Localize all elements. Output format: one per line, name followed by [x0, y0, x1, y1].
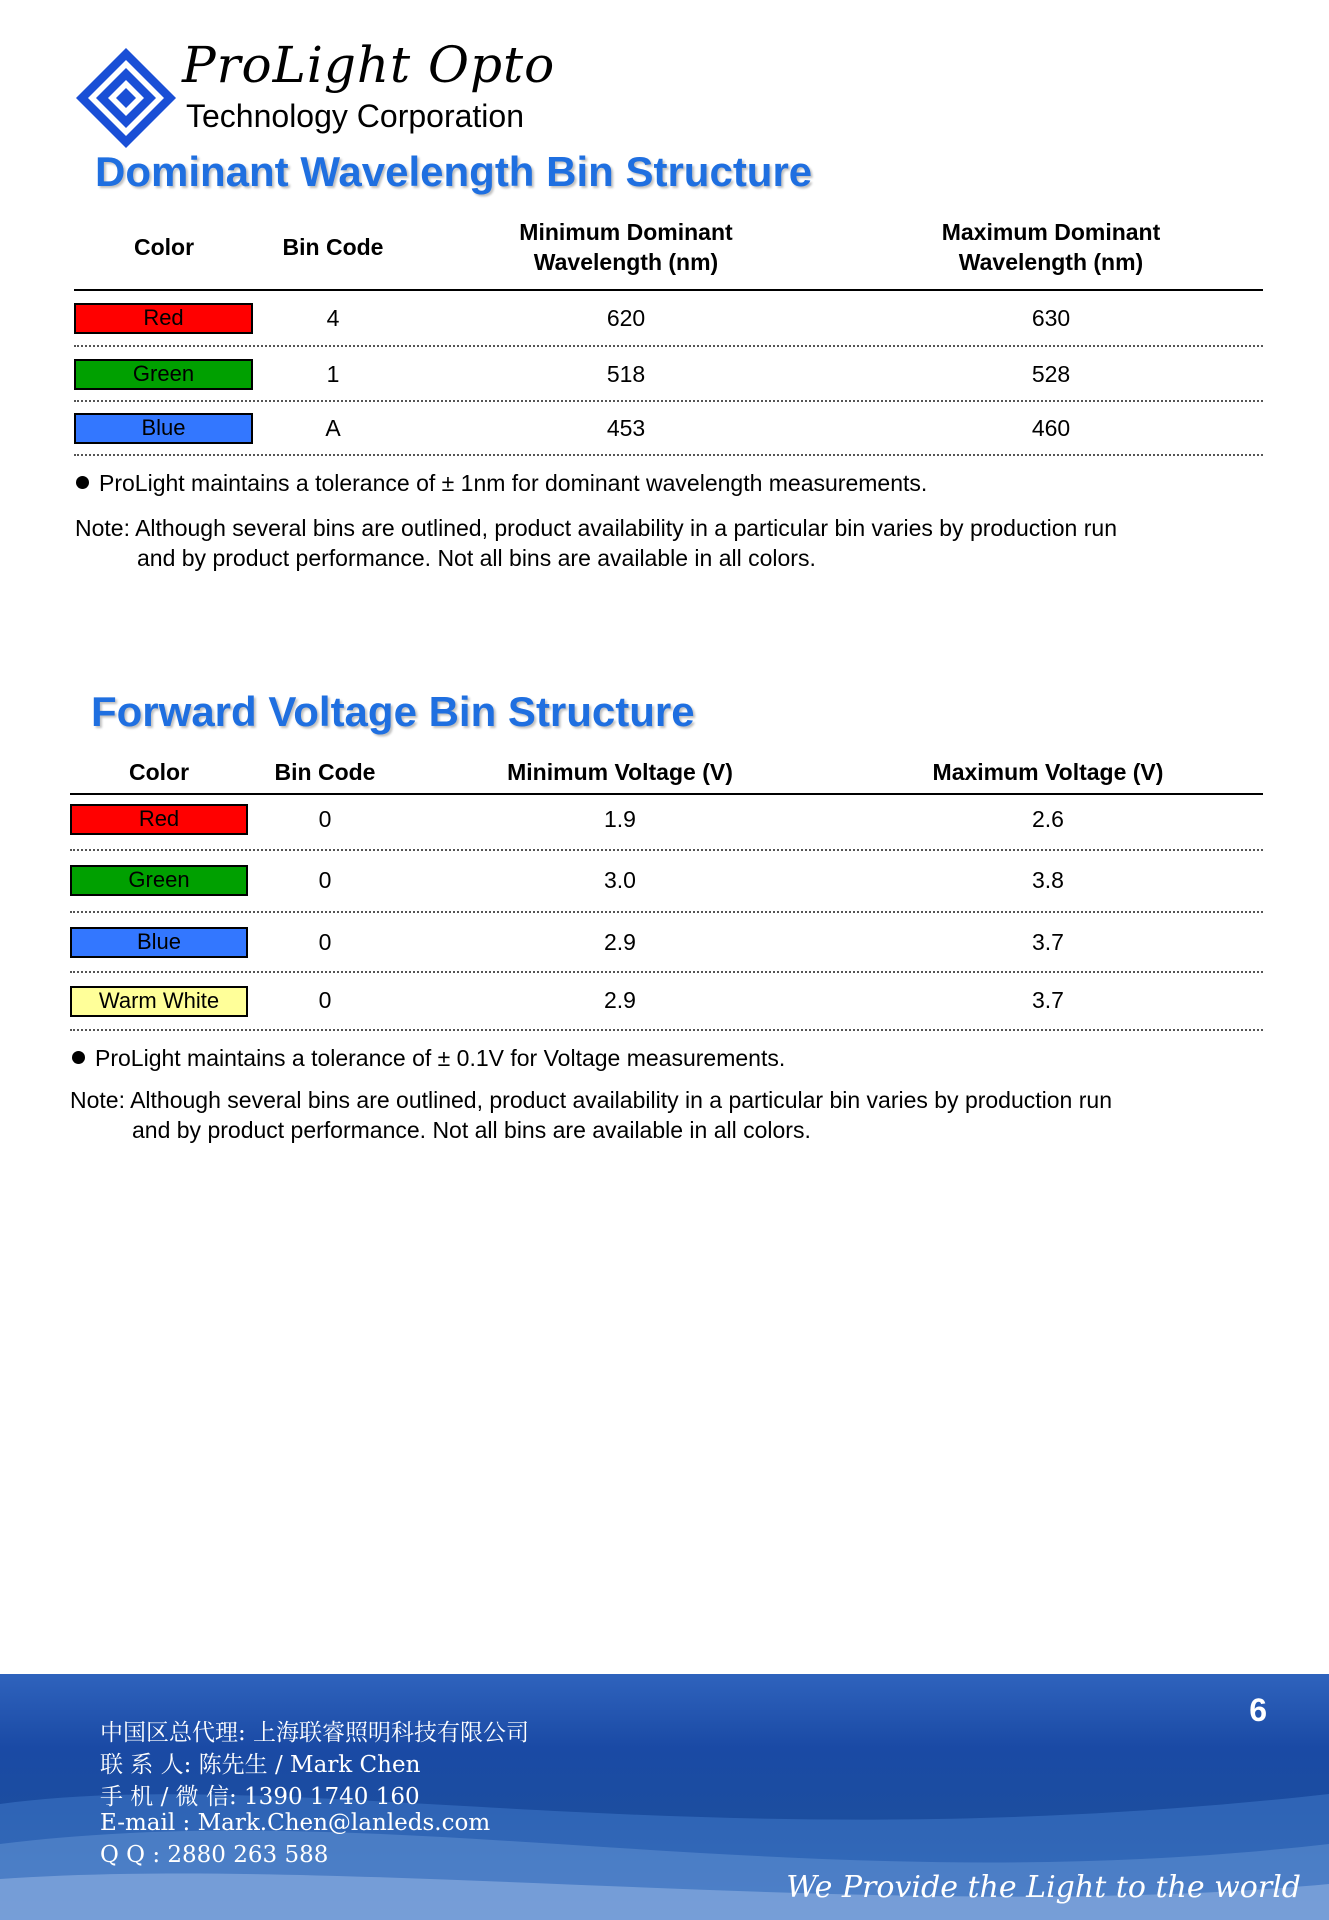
voltage-section-title: Forward Voltage Bin Structure [91, 688, 695, 735]
wavelength-header-max-line2: Wavelength (nm) [958, 249, 1144, 275]
table-row-max: 630 [1031, 305, 1071, 331]
row-divider [70, 849, 1263, 851]
table-row-color-swatch: Green [74, 359, 253, 390]
logo-company-name: Technology Corporation [186, 98, 524, 134]
diamond-logo-icon [74, 46, 178, 150]
row-divider [74, 400, 1263, 402]
table-row-min: 453 [606, 415, 646, 441]
voltage-header-min: Minimum Voltage (V) [507, 759, 733, 785]
table-row-max: 3.7 [1032, 987, 1064, 1013]
row-divider [70, 911, 1263, 913]
table-row-max: 2.6 [1032, 806, 1064, 832]
wavelength-header-max [871, 217, 1231, 277]
wavelength-header-min-line1: Minimum Dominant [519, 219, 733, 245]
wavelength-header-rule [74, 289, 1263, 291]
row-divider [70, 971, 1263, 973]
contact-footer [0, 1674, 1329, 1920]
bullet-icon [72, 1051, 85, 1064]
table-row-max: 460 [1031, 415, 1071, 441]
row-divider [74, 454, 1263, 456]
footer-contact-person: 联 系 人: 陈先生 / Mark Chen [100, 1752, 421, 1778]
wavelength-header-min-line2: Wavelength (nm) [533, 249, 719, 275]
voltage-tolerance-text: ProLight maintains a tolerance of ± 0.1V for Voltage measurements. [95, 1045, 786, 1071]
table-row-color-swatch: Blue [74, 413, 253, 444]
wavelength-header-bin-code: Bin Code [282, 234, 384, 260]
row-divider [74, 345, 1263, 347]
table-row-color-swatch: Green [70, 865, 248, 896]
table-row-color-swatch: Red [70, 804, 248, 835]
table-row-min: 620 [606, 305, 646, 331]
bullet-icon [76, 476, 89, 489]
voltage-header-bin-code: Bin Code [274, 759, 376, 785]
table-row-bin: 0 [318, 806, 332, 832]
wavelength-note-line2: and by product performance. Not all bins are available in all colors. [137, 545, 816, 571]
table-row-bin: 1 [326, 361, 340, 387]
voltage-header-max: Maximum Voltage (V) [932, 759, 1164, 785]
wavelength-note-line1: Note: Although several bins are outlined, product availability in a particular bin varies by production run [75, 515, 1117, 541]
footer-qq: Q Q : 2880 263 588 [100, 1842, 329, 1868]
voltage-header-rule [70, 793, 1263, 795]
footer-slogan: We Provide the Light to the world [786, 1870, 1301, 1905]
table-row-min: 518 [606, 361, 646, 387]
table-row-bin: 0 [318, 867, 332, 893]
footer-phone: 手 机 / 微 信: 1390 1740 160 [100, 1784, 420, 1810]
voltage-tolerance-bullet [72, 1045, 785, 1072]
table-row-min: 3.0 [604, 867, 636, 893]
table-row-bin: 0 [318, 929, 332, 955]
table-row-max: 528 [1031, 361, 1071, 387]
table-row-color-swatch: Warm White [70, 986, 248, 1017]
voltage-header-color: Color [128, 759, 190, 785]
company-logo [74, 36, 556, 136]
row-divider [70, 1029, 1263, 1031]
voltage-note-line2: and by product performance. Not all bins are available in all colors. [132, 1117, 811, 1143]
logo-brand-name: ProLight Opto [182, 36, 556, 94]
wavelength-header-min [446, 217, 806, 277]
wavelength-header-color: Color [133, 234, 195, 260]
table-row-max: 3.8 [1032, 867, 1064, 893]
table-row-min: 2.9 [604, 987, 636, 1013]
table-row-bin: 0 [318, 987, 332, 1013]
table-row-bin: A [325, 415, 341, 441]
wavelength-note [75, 513, 1117, 573]
footer-email: E-mail : Mark.Chen@lanleds.com [100, 1810, 491, 1836]
wavelength-tolerance-text: ProLight maintains a tolerance of ± 1nm for dominant wavelength measurements. [99, 470, 928, 496]
table-row-bin: 4 [326, 305, 340, 331]
table-row-min: 1.9 [604, 806, 636, 832]
table-row-color-swatch: Red [74, 303, 253, 334]
wavelength-tolerance-bullet [76, 470, 927, 497]
wavelength-section-title: Dominant Wavelength Bin Structure [95, 148, 813, 195]
wavelength-header-max-line1: Maximum Dominant [941, 219, 1161, 245]
table-row-color-swatch: Blue [70, 927, 248, 958]
page-number: 6 [1249, 1692, 1267, 1728]
voltage-note [70, 1085, 1112, 1145]
voltage-note-line1: Note: Although several bins are outlined, product availability in a particular bin varies by production run [70, 1087, 1112, 1113]
table-row-min: 2.9 [604, 929, 636, 955]
footer-distributor: 中国区总代理: 上海联睿照明科技有限公司 [100, 1720, 530, 1746]
table-row-max: 3.7 [1032, 929, 1064, 955]
